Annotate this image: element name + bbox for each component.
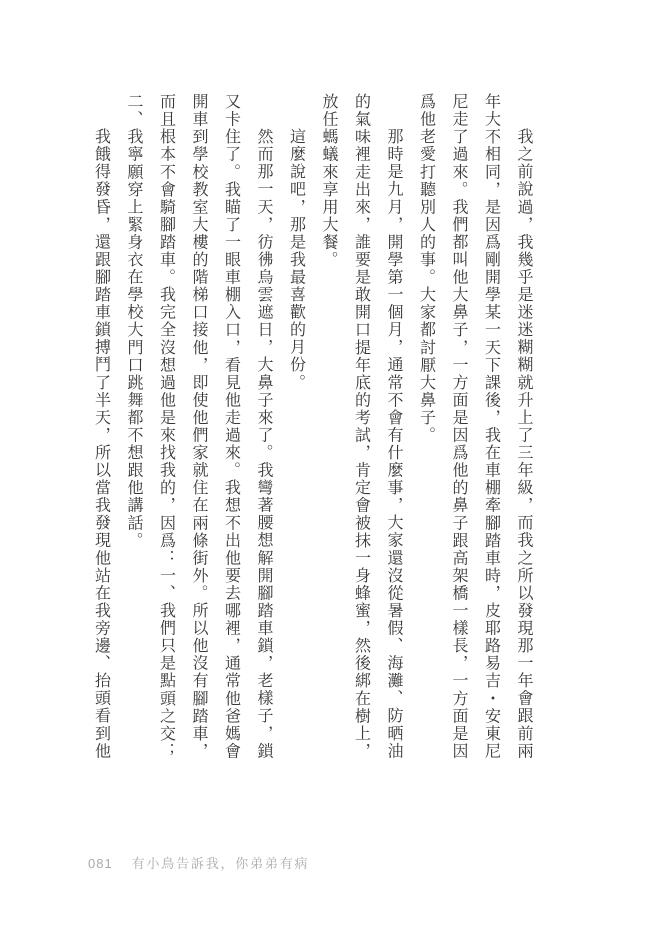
paragraph: 我之前說過，我幾乎是迷迷糊糊就升上了三年級，而我之所以發現那一年會跟前兩年大不相同，是因爲剛開學某一天下課後，我在車棚牽腳踏車時，皮耶路易吉・安東尼尼走了過來。我們都叫他大鼻子，一方面是因爲他的鼻子跟高架橋一樣長，一方面是因爲他老愛打聽別人的事。大家都討厭大鼻子。 xyxy=(417,93,532,760)
paragraph: 那時是九月，開學第一個月，通常不會有什麼事，大家還沒從暑假、海灘、防晒油的氣味裡走出來，誰要是敢開口提年底的考試，肯定會被抹一身蜂蜜，然後綁在樹上，放任螞蟻來享用大餐。 xyxy=(320,93,402,760)
paragraph: 這麼說吧，那是我最喜歡的月份。 xyxy=(287,128,305,392)
page-footer xyxy=(88,853,309,872)
body-text xyxy=(84,93,539,765)
page-number: 081 xyxy=(88,856,113,871)
running-title: 有小鳥告訴我，你弟弟有病 xyxy=(131,856,310,871)
paragraph: 我餓得發昏，還跟腳踏車鎖搏鬥了半天，所以當我發現他站在我旁邊、抬頭看到他 xyxy=(92,128,110,760)
paragraph: 然而那一天，彷彿烏雲遮日，大鼻子來了。我彎著腰想解開腳踏車鎖，老樣子，鎖又卡住了。我瞄了一眼車棚入口，看見他走過來。我想不出他要去哪裡，通常他爸媽會開車到學校教室大樓的階梯口接他，即使他們家就住在兩條街外。所以他沒有腳踏車，而且根本不會騎腳踏車。我完全沒想過他是來找我的，因爲：一、我們只是點頭之交；二、我寧願穿上緊身衣在學校大門口跳舞都不想跟他講話。 xyxy=(125,93,272,760)
